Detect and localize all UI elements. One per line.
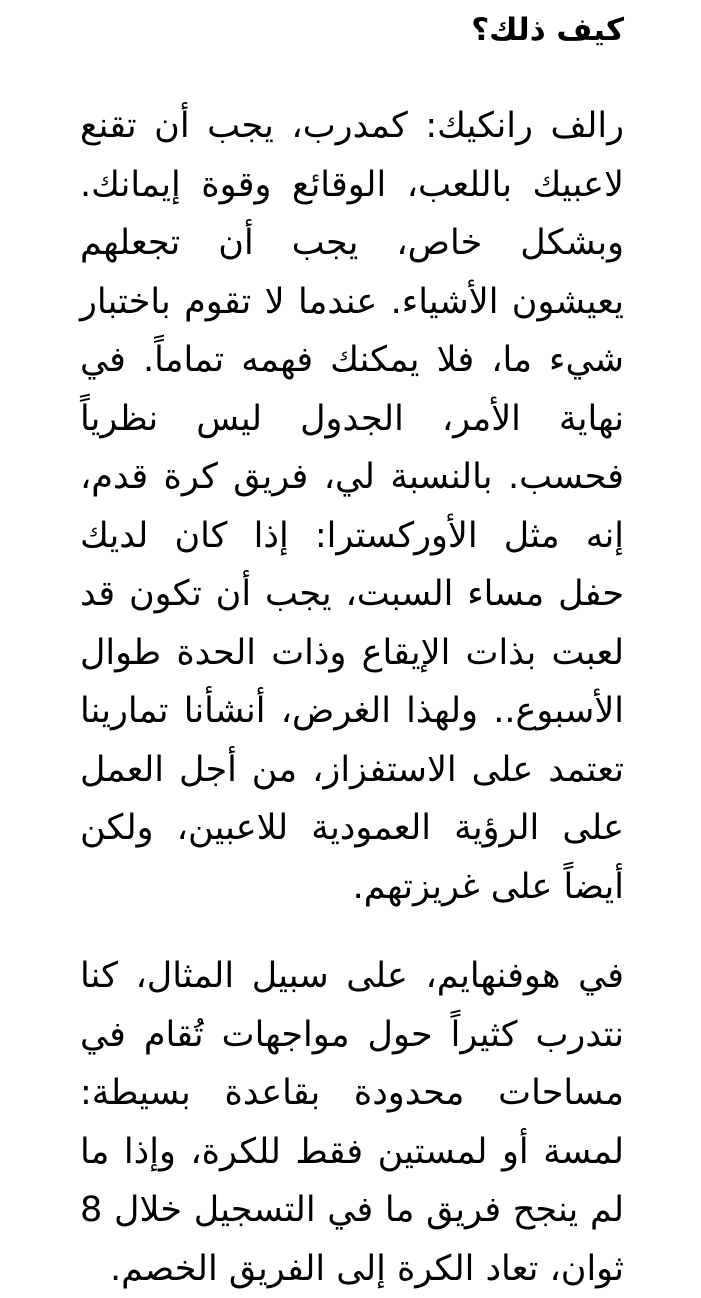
section-heading: كيف ذلك؟ <box>471 12 624 48</box>
paragraph-1: رالف رانكيك: كمدرب، يجب أن تقنع لاعبيك باللعب، الوقائع وقوة إيمانك. وبشكل خاص، يجب أن تجعلهم يعيشون الأشياء. عندما لا تقوم باختبار شيء ما، فلا يمكنك فهمه تماماً. في نهاية الأمر، الجدول ليس نظرياً فحسب. بالنسبة لي، فريق كرة قدم، إنه مثل الأوركسترا: إذا كان لديك حفل مساء السبت، يجب أن تكون قد لعبت بذات الإيقاع وذات الحدة طوال الأسبوع.. ولهذا الغرض، أنشأنا تمارينا تعتمد على الاستفزاز، من أجل العمل على الرؤية العمودية للاعبين، ولكن أيضاً على غريزتهم. <box>80 106 624 907</box>
paragraph-2: في هوفنهايم، على سبيل المثال، كنا نتدرب كثيراً حول مواجهات تُقام في مساحات محدودة بقاعدة بسيطة: لمسة أو لمستين فقط للكرة، وإذا ما لم ينجح فريق ما في التسجيل خلال 8 ثوان، تعاد الكرة إلى الفريق الخصم. <box>80 956 624 1289</box>
